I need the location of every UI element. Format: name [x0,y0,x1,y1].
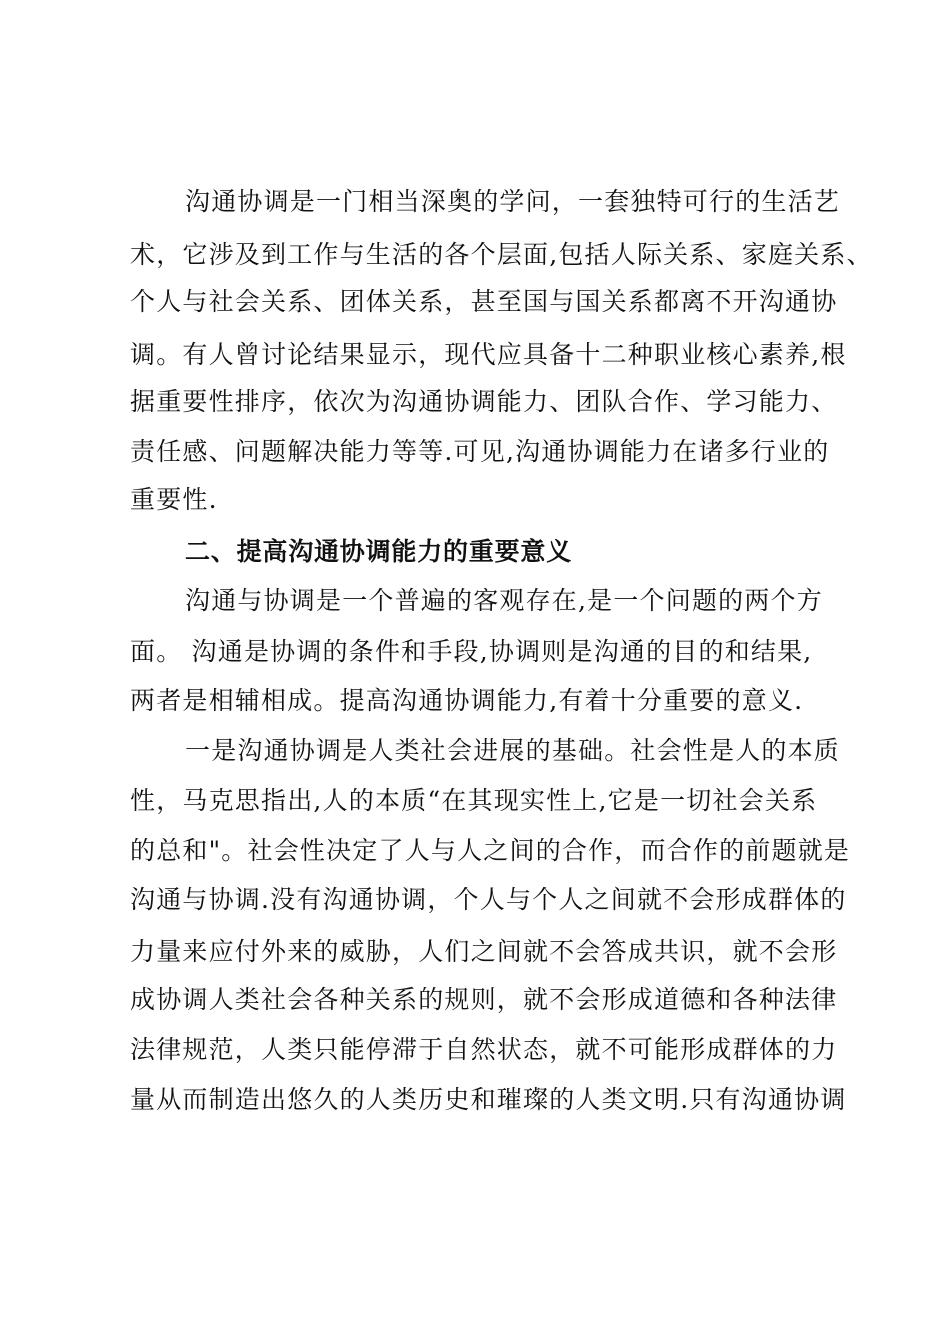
paragraph-3-line-2: 性，马克思指出,人的本质“在其现实性上,它是一切社会关系 [130,786,818,815]
paragraph-1-line-3: 个人与社会关系、团体关系，甚至国与国关系都离不开沟通协 [130,287,838,316]
paragraph-3-line-5: 力量来应付外来的威胁，人们之间就不会答成共识，就不会形 [130,937,838,966]
paragraph-3-line-3: 的总和"。社会性决定了人与人之间的合作，而合作的前题就是 [130,836,851,865]
paragraph-3-line-7: 法律规范，人类只能停滞于自然状态，就不可能形成群体的力 [130,1035,838,1064]
paragraph-1-line-1: 沟通协调是一门相当深奥的学问，一套独特可行的生活艺 [185,187,841,216]
paragraph-2-line-2: 面。 沟通是协调的条件和手段,协调则是沟通的目的和结果, [130,637,813,666]
paragraph-2-line-1: 沟通与协调是一个普遍的客观存在,是一个问题的两个方 [185,586,823,615]
paragraph-1-line-5: 据重要性排序，依次为沟通协调能力、团队合作、学习能力、 [130,387,838,416]
paragraph-3-line-4: 沟通与协调.没有沟通协调，个人与个人之间就不会形成群体的 [130,885,847,914]
paragraph-3-line-6: 成协调人类社会各种关系的规则，就不会形成道德和各种法律 [130,985,838,1014]
paragraph-3-line-8: 量从而制造出悠久的人类历史和璀璨的人类文明.只有沟通协调 [130,1085,847,1114]
paragraph-1-line-6: 责任感、问题解决能力等等.可见,沟通协调能力在诸多行业的 [130,437,830,466]
paragraph-2-line-3: 两者是相辅相成。提高沟通协调能力,有着十分重要的意义. [130,686,804,715]
paragraph-1-line-2: 术，它涉及到工作与生活的各个层面,包括人际关系、家庭关系、 [130,240,873,269]
section-heading: 二、提高沟通协调能力的重要意义 [185,537,573,566]
paragraph-1-line-4: 调。有人曾讨论结果显示，现代应具备十二种职业核心素养,根 [130,340,847,369]
paragraph-1-line-7: 重要性. [130,485,218,514]
paragraph-3-line-1: 一是沟通协调是人类社会进展的基础。社会性是人的本质 [185,736,841,765]
